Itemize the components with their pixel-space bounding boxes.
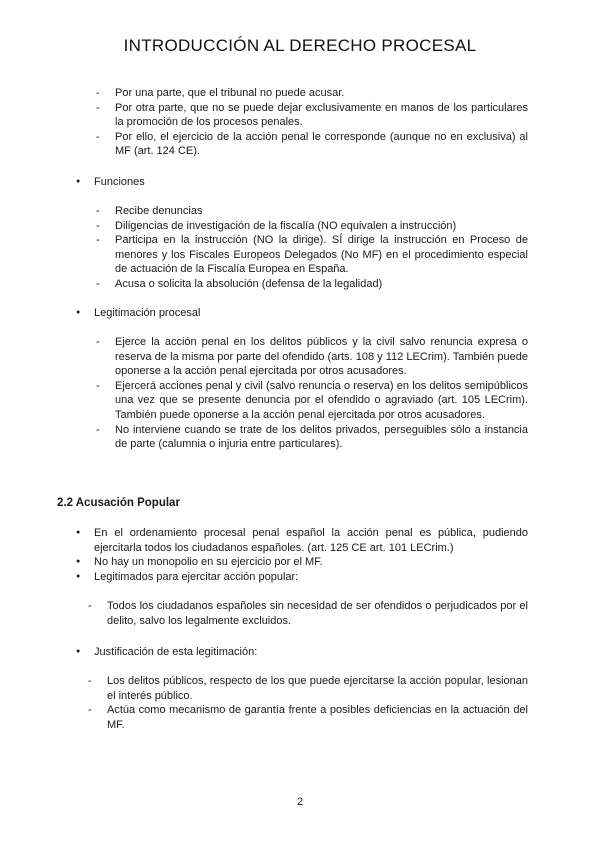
list-item: ● No hay un monopolio en su ejercicio por el MF. [76,555,528,570]
list-item: - Los delitos públicos, respecto de los que puede ejercitarse la acción popular, lesionan el interés público. [88,674,528,703]
funciones-list [96,204,528,292]
justificacion-list [88,674,528,732]
list-item: - Por una parte, que el tribunal no puede acusar. [96,86,528,101]
list-item: - No interviene cuando se trate de los delitos privados, perseguibles sólo a instancia de parte (calumnia o injuria entre particulares). [96,423,528,452]
list-item: - Ejercerá acciones penal y civil (salvo renuncia o reserva) en los delitos semipúblicos una vez que se presente denuncia por el ofendido o agraviado (art. 105 LECrim). También puede oponerse a la acción penal ejercitada por otros acusadores. [96,379,528,423]
funciones-label: ● Funciones [76,175,528,190]
legitimados-list [88,599,528,628]
list-item: ● En el ordenamiento procesal penal español la acción penal es pública, pudiendo ejercitarla todos los ciudadanos españoles. (art. 125 CE art. 101 LECrim.) [76,526,528,555]
list-item: - Por ello, el ejercicio de la acción penal le corresponde (aunque no en exclusiva) al MF (art. 124 CE). [96,130,528,159]
list-item: ● Legitimados para ejercitar acción popular: [76,570,528,585]
legitimacion-bullet [76,306,528,321]
page-number: 2 [296,796,304,808]
legitimacion-list [96,335,528,452]
section-heading: 2.2 Acusación Popular [57,497,180,509]
list-item: - Ejerce la acción penal en los delitos públicos y la civil salvo renuncia expresa o reserva de la misma por parte del ofendido (arts. 108 y 112 LECrim). También puede oponerse a la acción penal ejercitada por otros acusadores. [96,335,528,379]
acusacion-bullets [76,526,528,584]
list-item: - Actúa como mecanismo de garantía frente a posibles deficiencias en la actuación del MF. [88,703,528,732]
list-item: - Diligencias de investigación de la fiscalía (NO equivalen a instrucción) [96,219,528,234]
legitimacion-label: ● Legitimación procesal [76,306,528,321]
list-item: - Acusa o solicita la absolución (defensa de la legalidad) [96,277,528,292]
list-item: - Recibe denuncias [96,204,528,219]
funciones-bullet [76,175,528,190]
list-item: - Por otra parte, que no se puede dejar exclusivamente en manos de los particulares la promoción de los procesos penales. [96,101,528,130]
page-title: INTRODUCCIÓN AL DERECHO PROCESAL [123,36,477,55]
intro-list [96,86,528,159]
list-item: - Participa en la instrucción (NO la dirige). SÍ dirige la instrucción en Proceso de menores y los Fiscales Europeos Delegados (No MF) en el procedimiento especial de actuación de la Fiscalía Europea en España. [96,233,528,277]
justificacion-bullet [76,645,528,660]
list-item: - Todos los ciudadanos españoles sin necesidad de ser ofendidos o perjudicados por el delito, salvo los legalmente excluidos. [88,599,528,628]
justificacion-label: ● Justificación de esta legitimación: [76,645,528,660]
